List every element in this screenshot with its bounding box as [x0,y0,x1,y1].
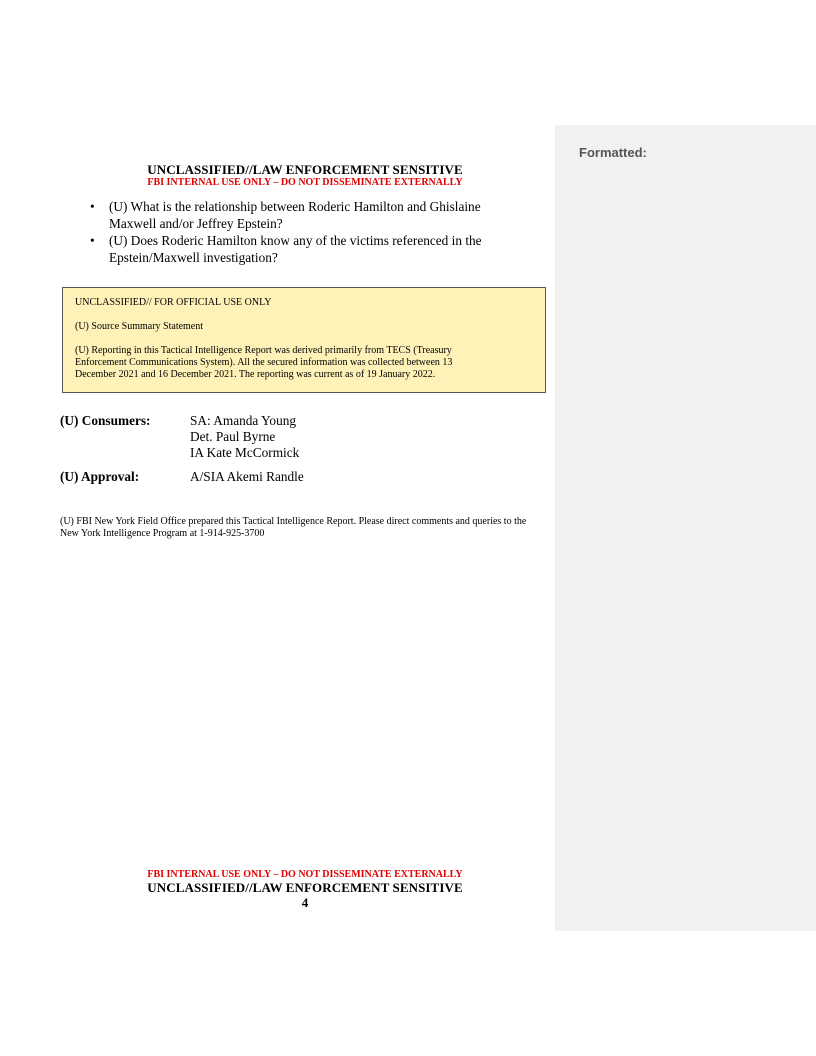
header-banner [60,163,550,188]
header-classification: UNCLASSIFIED//LAW ENFORCEMENT SENSITIVE [147,162,463,177]
page-number: 4 [301,895,309,910]
footer-classification: UNCLASSIFIED//LAW ENFORCEMENT SENSITIVE [147,880,463,895]
consumers-list [190,413,299,461]
question-list [90,198,520,266]
source-box-body: (U) Reporting in this Tactical Intelligence Report was derived primarily from TECS (Treasury Enforcement Communications System). All the secured information was collected between 13 December 2021 and 16 December 2021. The reporting was current as of 19 January 2022. [75,345,453,380]
footer-banner [60,869,550,910]
approver-name: A/SIA Akemi Randle [190,469,304,484]
source-box-title: (U) Source Summary Statement [75,321,204,332]
source-box-marking: UNCLASSIFIED// FOR OFFICIAL USE ONLY [75,297,272,308]
question-text: (U) What is the relationship between Roderic Hamilton and Ghislaine Maxwell and/or Jeffrey Epstein? [109,199,481,231]
comment-label[interactable]: Formatted: [579,145,647,160]
approval-label: (U) Approval: [60,469,140,484]
question-item [90,232,520,266]
question-item [90,198,520,232]
footer-handling-caveat: FBI INTERNAL USE ONLY – DO NOT DISSEMINATE EXTERNALLY [147,869,463,880]
header-handling-caveat: FBI INTERNAL USE ONLY – DO NOT DISSEMINATE EXTERNALLY [147,177,463,188]
consumer-name: IA Kate McCormick [190,445,300,460]
question-text: (U) Does Roderic Hamilton know any of the victims referenced in the Epstein/Maxwell investigation? [109,233,482,265]
consumer-name: Det. Paul Byrne [190,429,276,444]
bullet-icon: • [90,199,95,214]
source-summary-box [62,287,546,393]
bullet-icon: • [90,233,95,248]
consumer-name: SA: Amanda Young [190,413,297,428]
comments-pane[interactable] [555,125,816,931]
consumers-label: (U) Consumers: [60,413,151,428]
preparer-note: (U) FBI New York Field Office prepared this Tactical Intelligence Report. Please direct comments and queries to the New York Intelligence Program at 1-914-925-3700 [60,516,527,539]
